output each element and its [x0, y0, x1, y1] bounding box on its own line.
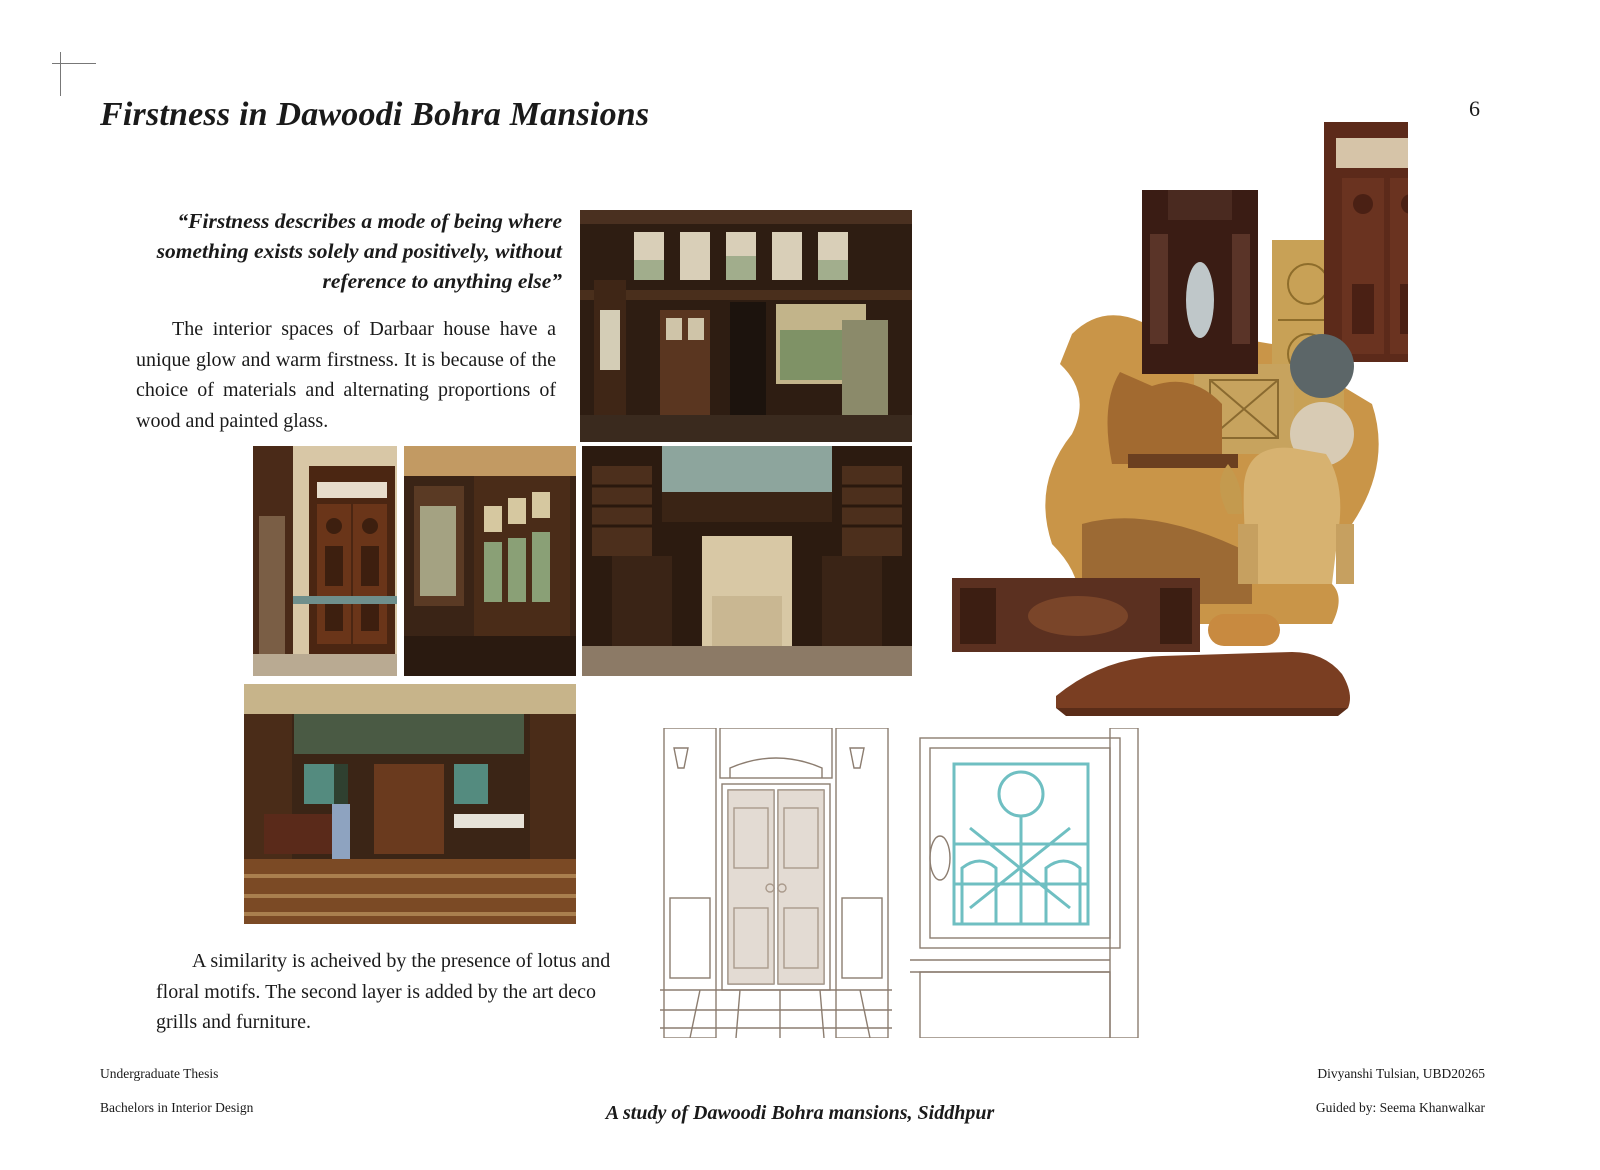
photo-corridor-shutters: [582, 446, 912, 676]
body-paragraph-motifs: A similarity is acheived by the presence of lotus and floral motifs. The second layer is added by the art deco grills and furniture.: [156, 950, 611, 1033]
page-title: Firstness in Dawoodi Bohra Mansions: [100, 96, 650, 133]
photo-carved-door: [253, 446, 397, 676]
crop-mark-horizontal: [52, 63, 96, 64]
sketch-art-deco-grill: [910, 728, 1142, 1038]
crop-mark-vertical: [60, 52, 61, 96]
footer-degree-label: Bachelors in Interior Design: [100, 1100, 254, 1115]
footer-guide: Guided by: Seema Khanwalkar: [1315, 1100, 1485, 1115]
footer-thesis-label: Undergraduate Thesis: [100, 1066, 219, 1081]
material-collage: [952, 104, 1408, 716]
footer-study-title: A study of Dawoodi Bohra mansions, Siddhpur: [605, 1102, 995, 1124]
page-number: 6: [1469, 96, 1480, 121]
photo-painted-glass-interior: [580, 210, 912, 442]
footer-author: Divyanshi Tulsian, UBD20265: [1317, 1066, 1485, 1081]
photo-darbaar-room: [244, 684, 576, 924]
firstness-quote: “Firstness describes a mode of being where something exists solely and positively, without reference to anything else”: [156, 209, 562, 293]
sketch-door-elevation: [660, 728, 892, 1038]
photo-glass-panels: [404, 446, 576, 676]
body-paragraph-darbaar: The interior spaces of Darbaar house have a unique glow and warm firstness. It is because of the choice of materials and alternating proportions of wood and painted glass.: [136, 318, 556, 432]
